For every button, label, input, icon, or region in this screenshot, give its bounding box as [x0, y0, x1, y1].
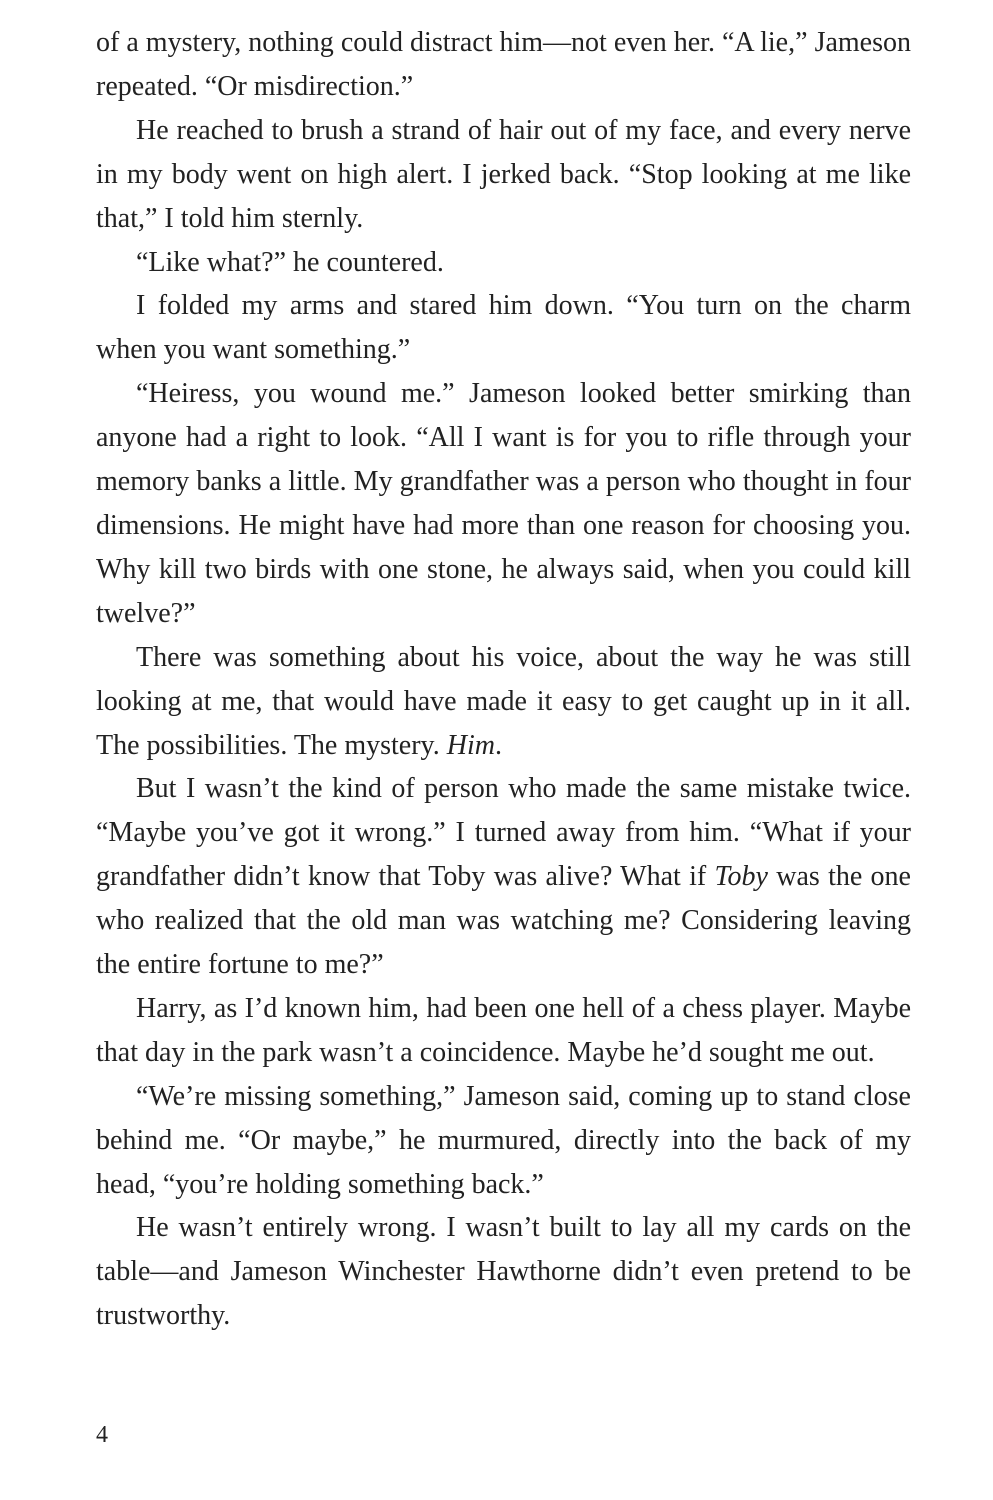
paragraph-6-italic: Him [446, 729, 495, 761]
page-number: 4 [96, 1422, 108, 1448]
paragraph-9: “We’re missing something,” Jameson said, coming up to stand close behind me. “Or maybe,” he murmured, directly into the back of my head, “you’re holding something back.” [96, 1080, 911, 1200]
paragraph-8: Harry, as I’d known him, had been one hell of a chess player. Maybe that day in the park wasn’t a coincidence. Maybe he’d sought me out. [96, 992, 911, 1068]
paragraph-10: He wasn’t entirely wrong. I wasn’t built to lay all my cards on the table—and Jameson Winchester Hawthorne didn’t even pretend to be trustworthy. [96, 1212, 911, 1332]
paragraph-4: I folded my arms and stared him down. “You turn on the charm when you want something.” [96, 290, 911, 366]
paragraph-6 [96, 636, 911, 768]
paragraph-7 [96, 767, 911, 987]
paragraph-7-italic: Toby [714, 861, 768, 893]
paragraph-6-text-after: . [494, 729, 502, 761]
paragraph-5: “Heiress, you wound me.” Jameson looked better smirking than anyone had a right to look. “All I want is for you to rifle through your memory banks a little. My grandfather was a person who thought in four dimensions. He might have had more than one reason for choosing you. Why kill two birds with one stone, he always said, when you could kill twelve?” [96, 378, 911, 629]
paragraph-2: He reached to brush a strand of hair out of my face, and every nerve in my body went on high alert. I jerked back. “Stop looking at me like that,” I told him sternly. [96, 114, 911, 234]
paragraph-1: of a mystery, nothing could distract him—not even her. “A lie,” Jameson repeated. “Or misdirection.” [96, 27, 911, 102]
paragraph-3: “Like what?” he countered. [136, 246, 444, 278]
paragraph-7-text-after: was the one who realized that the old man was watching me? Considering leaving the entire fortune to me?” [96, 861, 911, 981]
paragraph-6-text-before: There was something about his voice, about the way he was still looking at me, that would have made it easy to get caught up in it all. The possibilities. The mystery. [96, 641, 911, 761]
paragraph-7-text-before: But I wasn’t the kind of person who made the same mistake twice. “Maybe you’ve got it wrong.” I turned away from him. “What if your grandfather didn’t know that Toby was alive? What if [96, 773, 911, 893]
page-body [96, 21, 911, 1338]
